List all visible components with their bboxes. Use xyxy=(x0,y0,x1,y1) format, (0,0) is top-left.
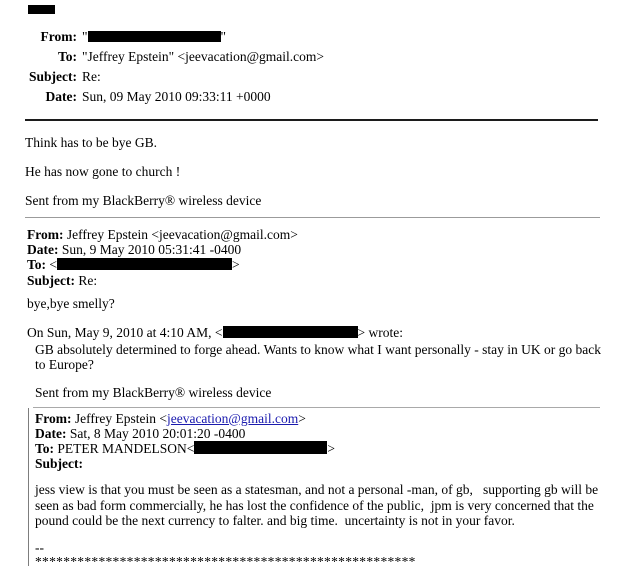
email3-from-suffix: > xyxy=(298,410,306,426)
from-label: From: xyxy=(35,410,72,426)
to-label: To: xyxy=(57,49,77,64)
signature-dashes: -- xyxy=(35,539,44,555)
angle-open: < xyxy=(49,257,58,273)
email2-to-row xyxy=(27,257,634,272)
email2-subject-row xyxy=(27,273,634,288)
email3-date-row xyxy=(35,426,618,441)
redaction-bar-to xyxy=(57,258,232,270)
date-label: Date: xyxy=(45,89,77,104)
redaction-bar-from xyxy=(88,31,221,42)
email1-body-line-1: Think has to be bye GB. xyxy=(25,135,157,150)
quoted-message xyxy=(35,342,610,401)
email3-from-prefix: Jeffrey Epstein < xyxy=(74,410,167,426)
email-address-link[interactable]: jeevacation@gmail.com xyxy=(166,410,299,426)
email1-from-value xyxy=(82,27,226,47)
email2-subject-value: Re: xyxy=(78,272,98,288)
subject-label: Subject: xyxy=(35,456,83,472)
quoted-paragraph: GB absolutely determined to forge ahead. Wants to know what I want personally - stay in UK or go back to Europe? xyxy=(35,342,602,373)
email3-from-row xyxy=(35,411,618,426)
from-label: From: xyxy=(40,29,77,44)
from-label: From: xyxy=(27,227,64,242)
separator-rule-2 xyxy=(25,217,600,218)
email1-subject-row xyxy=(0,67,634,87)
angle-close: > xyxy=(327,441,336,457)
email3-header xyxy=(35,411,618,472)
email1-date-row xyxy=(0,87,634,107)
redaction-mark-top xyxy=(28,5,55,14)
email1-body-line-2: He has now gone to church ! xyxy=(25,164,181,179)
email1-subject-value: Re: xyxy=(82,69,101,84)
date-label: Date: xyxy=(35,425,67,441)
email3-to-row xyxy=(35,441,618,456)
quote-intro-suffix: > wrote: xyxy=(357,324,403,340)
signature-stars: ****************************************************** xyxy=(35,553,416,566)
email1-signature: Sent from my BlackBerry® wireless device xyxy=(25,193,262,208)
email1-header xyxy=(0,27,634,107)
date-label: Date: xyxy=(27,242,59,258)
email1-from-row xyxy=(0,27,634,47)
close-quote: " xyxy=(220,29,227,44)
quoted-signature: Sent from my BlackBerry® wireless device xyxy=(35,385,272,401)
quote-intro-line xyxy=(27,325,634,340)
separator-rule-1 xyxy=(25,119,598,121)
email1-date-value: Sun, 09 May 2010 09:33:11 +0000 xyxy=(82,89,271,104)
email2-header xyxy=(27,227,634,288)
email2-date-value: Sun, 9 May 2010 05:31:41 -0400 xyxy=(61,242,242,258)
redaction-bar-mandelson xyxy=(194,441,327,454)
email3-to-value: PETER MANDELSON< xyxy=(57,441,195,457)
redaction-bar-sender xyxy=(223,326,358,338)
email3-blockquote xyxy=(28,408,618,566)
email3-body: jess view is that you must be seen as a statesman, and not a personal -man, of gb, supporting gb will be seen as bad form commercially, he has lost the confidence of the public, jpm is very concerned that the pound could be the next currency to falter. and big time. uncertainty is not in your favor. xyxy=(35,482,602,529)
email2-body: bye,bye smelly? xyxy=(27,295,115,311)
subject-label: Subject: xyxy=(27,272,75,288)
to-label: To: xyxy=(27,257,47,273)
email3-subject-row xyxy=(35,456,618,471)
quote-intro-prefix: On Sun, May 9, 2010 at 4:10 AM, < xyxy=(27,324,223,340)
open-quote: " xyxy=(82,29,88,44)
email1-body xyxy=(0,135,634,208)
email2-from-row xyxy=(27,227,634,242)
angle-close: > xyxy=(232,257,240,273)
email1-to-row xyxy=(0,47,634,67)
to-label: To: xyxy=(35,441,55,457)
email1-to-value: "Jeffrey Epstein" <jeevacation@gmail.com> xyxy=(82,49,324,64)
email2-from-value: Jeffrey Epstein <jeevacation@gmail.com> xyxy=(66,227,298,242)
subject-label: Subject: xyxy=(29,69,77,84)
email2-date-row xyxy=(27,242,634,257)
email3-date-value: Sat, 8 May 2010 20:01:20 -0400 xyxy=(69,425,246,441)
